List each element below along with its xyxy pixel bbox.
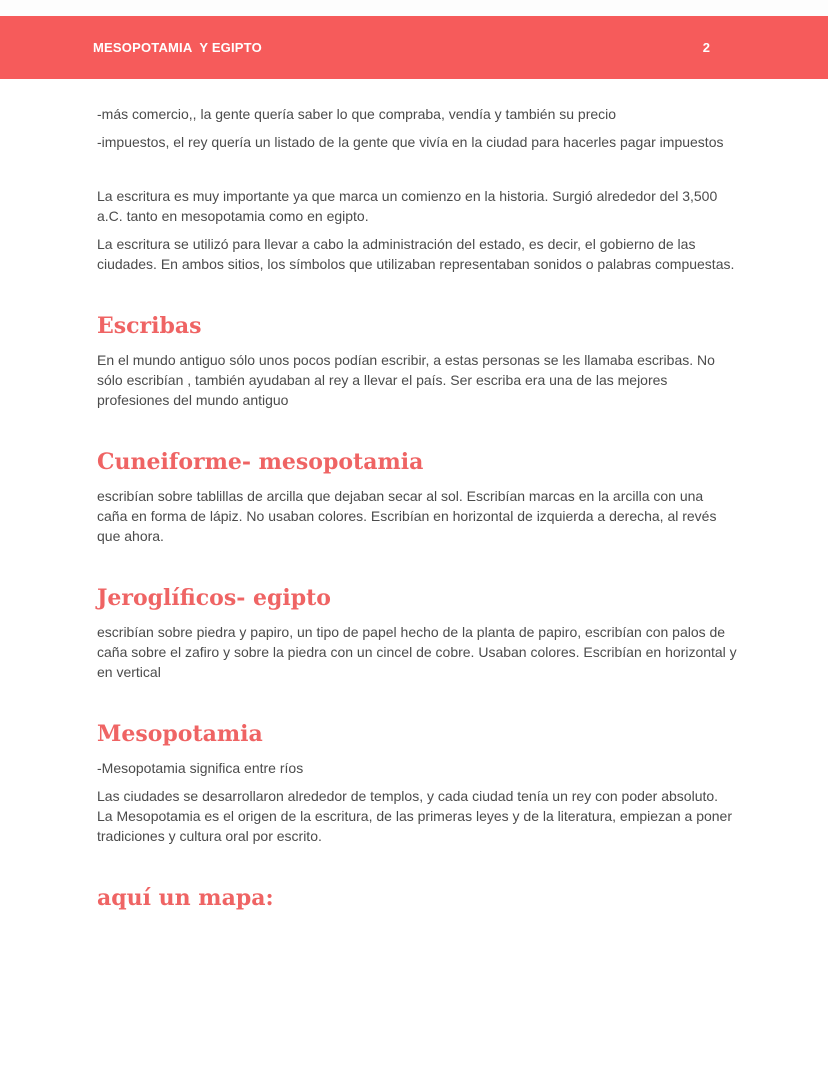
section-mapa — [97, 884, 737, 912]
section-paragraph: En el mundo antiguo sólo unos pocos podían escribir, a estas personas se les llamaba escribas. No sólo escribían , también ayudaban al rey a llevar el país. Ser escriba era una de las mejores profesiones del mundo antiguo — [97, 352, 715, 408]
intro-bullet-commerce: -más comercio,, la gente quería saber lo que compraba, vendía y también su precio — [97, 106, 617, 122]
page-top-margin — [0, 0, 828, 16]
page-number: 2 — [702, 40, 710, 55]
page-header — [0, 16, 828, 79]
intro-bullet-taxes: -impuestos, el rey quería un listado de la gente que vivía en la ciudad para hacerles pagar impuestos — [97, 134, 724, 150]
section-paragraph: -Mesopotamia significa entre ríos — [97, 760, 304, 776]
section-jeroglificos — [97, 584, 737, 682]
section-paragraph: escribían sobre piedra y papiro, un tipo de papel hecho de la planta de papiro, escribían con palos de caña sobre el zafiro y sobre la piedra con un cincel de cobre. Usaban colores. Escribían en horizontal y en vertical — [97, 624, 737, 680]
section-heading: aquí un mapa: — [97, 885, 274, 911]
intro-paragraph-writing-origin: La escritura es muy importante ya que marca un comienzo en la historia. Surgió alrededor del 3,500 a.C. tanto en mesopotamia como en egipto. — [97, 188, 718, 224]
document-body — [97, 104, 737, 922]
section-escribas — [97, 312, 737, 410]
section-mesopotamia — [97, 720, 737, 846]
section-heading: Jeroglíficos- egipto — [97, 585, 331, 611]
intro-paragraph-administration: La escritura se utilizó para llevar a cabo la administración del estado, es decir, el gobierno de las ciudades. En ambos sitios, los símbolos que utilizaban representaban sonidos o palabras compuestas. — [97, 236, 735, 272]
section-paragraph: Las ciudades se desarrollaron alrededor de templos, y cada ciudad tenía un rey con poder absoluto. La Mesopotamia es el origen de la escritura, de las primeras leyes y de la literatura, empiezan a poner tradiciones y cultura oral por escrito. — [97, 788, 732, 844]
section-paragraph: escribían sobre tablillas de arcilla que dejaban secar al sol. Escribían marcas en la arcilla con una caña en forma de lápiz. No usaban colores. Escribían en horizontal de izquierda a derecha, al revés que ahora. — [97, 488, 717, 544]
section-cuneiforme — [97, 448, 737, 546]
section-heading: Cuneiforme- mesopotamia — [97, 449, 424, 475]
header-title: MESOPOTAMIA Y EGIPTO — [93, 40, 262, 55]
section-heading: Escribas — [97, 313, 202, 339]
section-heading: Mesopotamia — [97, 721, 263, 747]
